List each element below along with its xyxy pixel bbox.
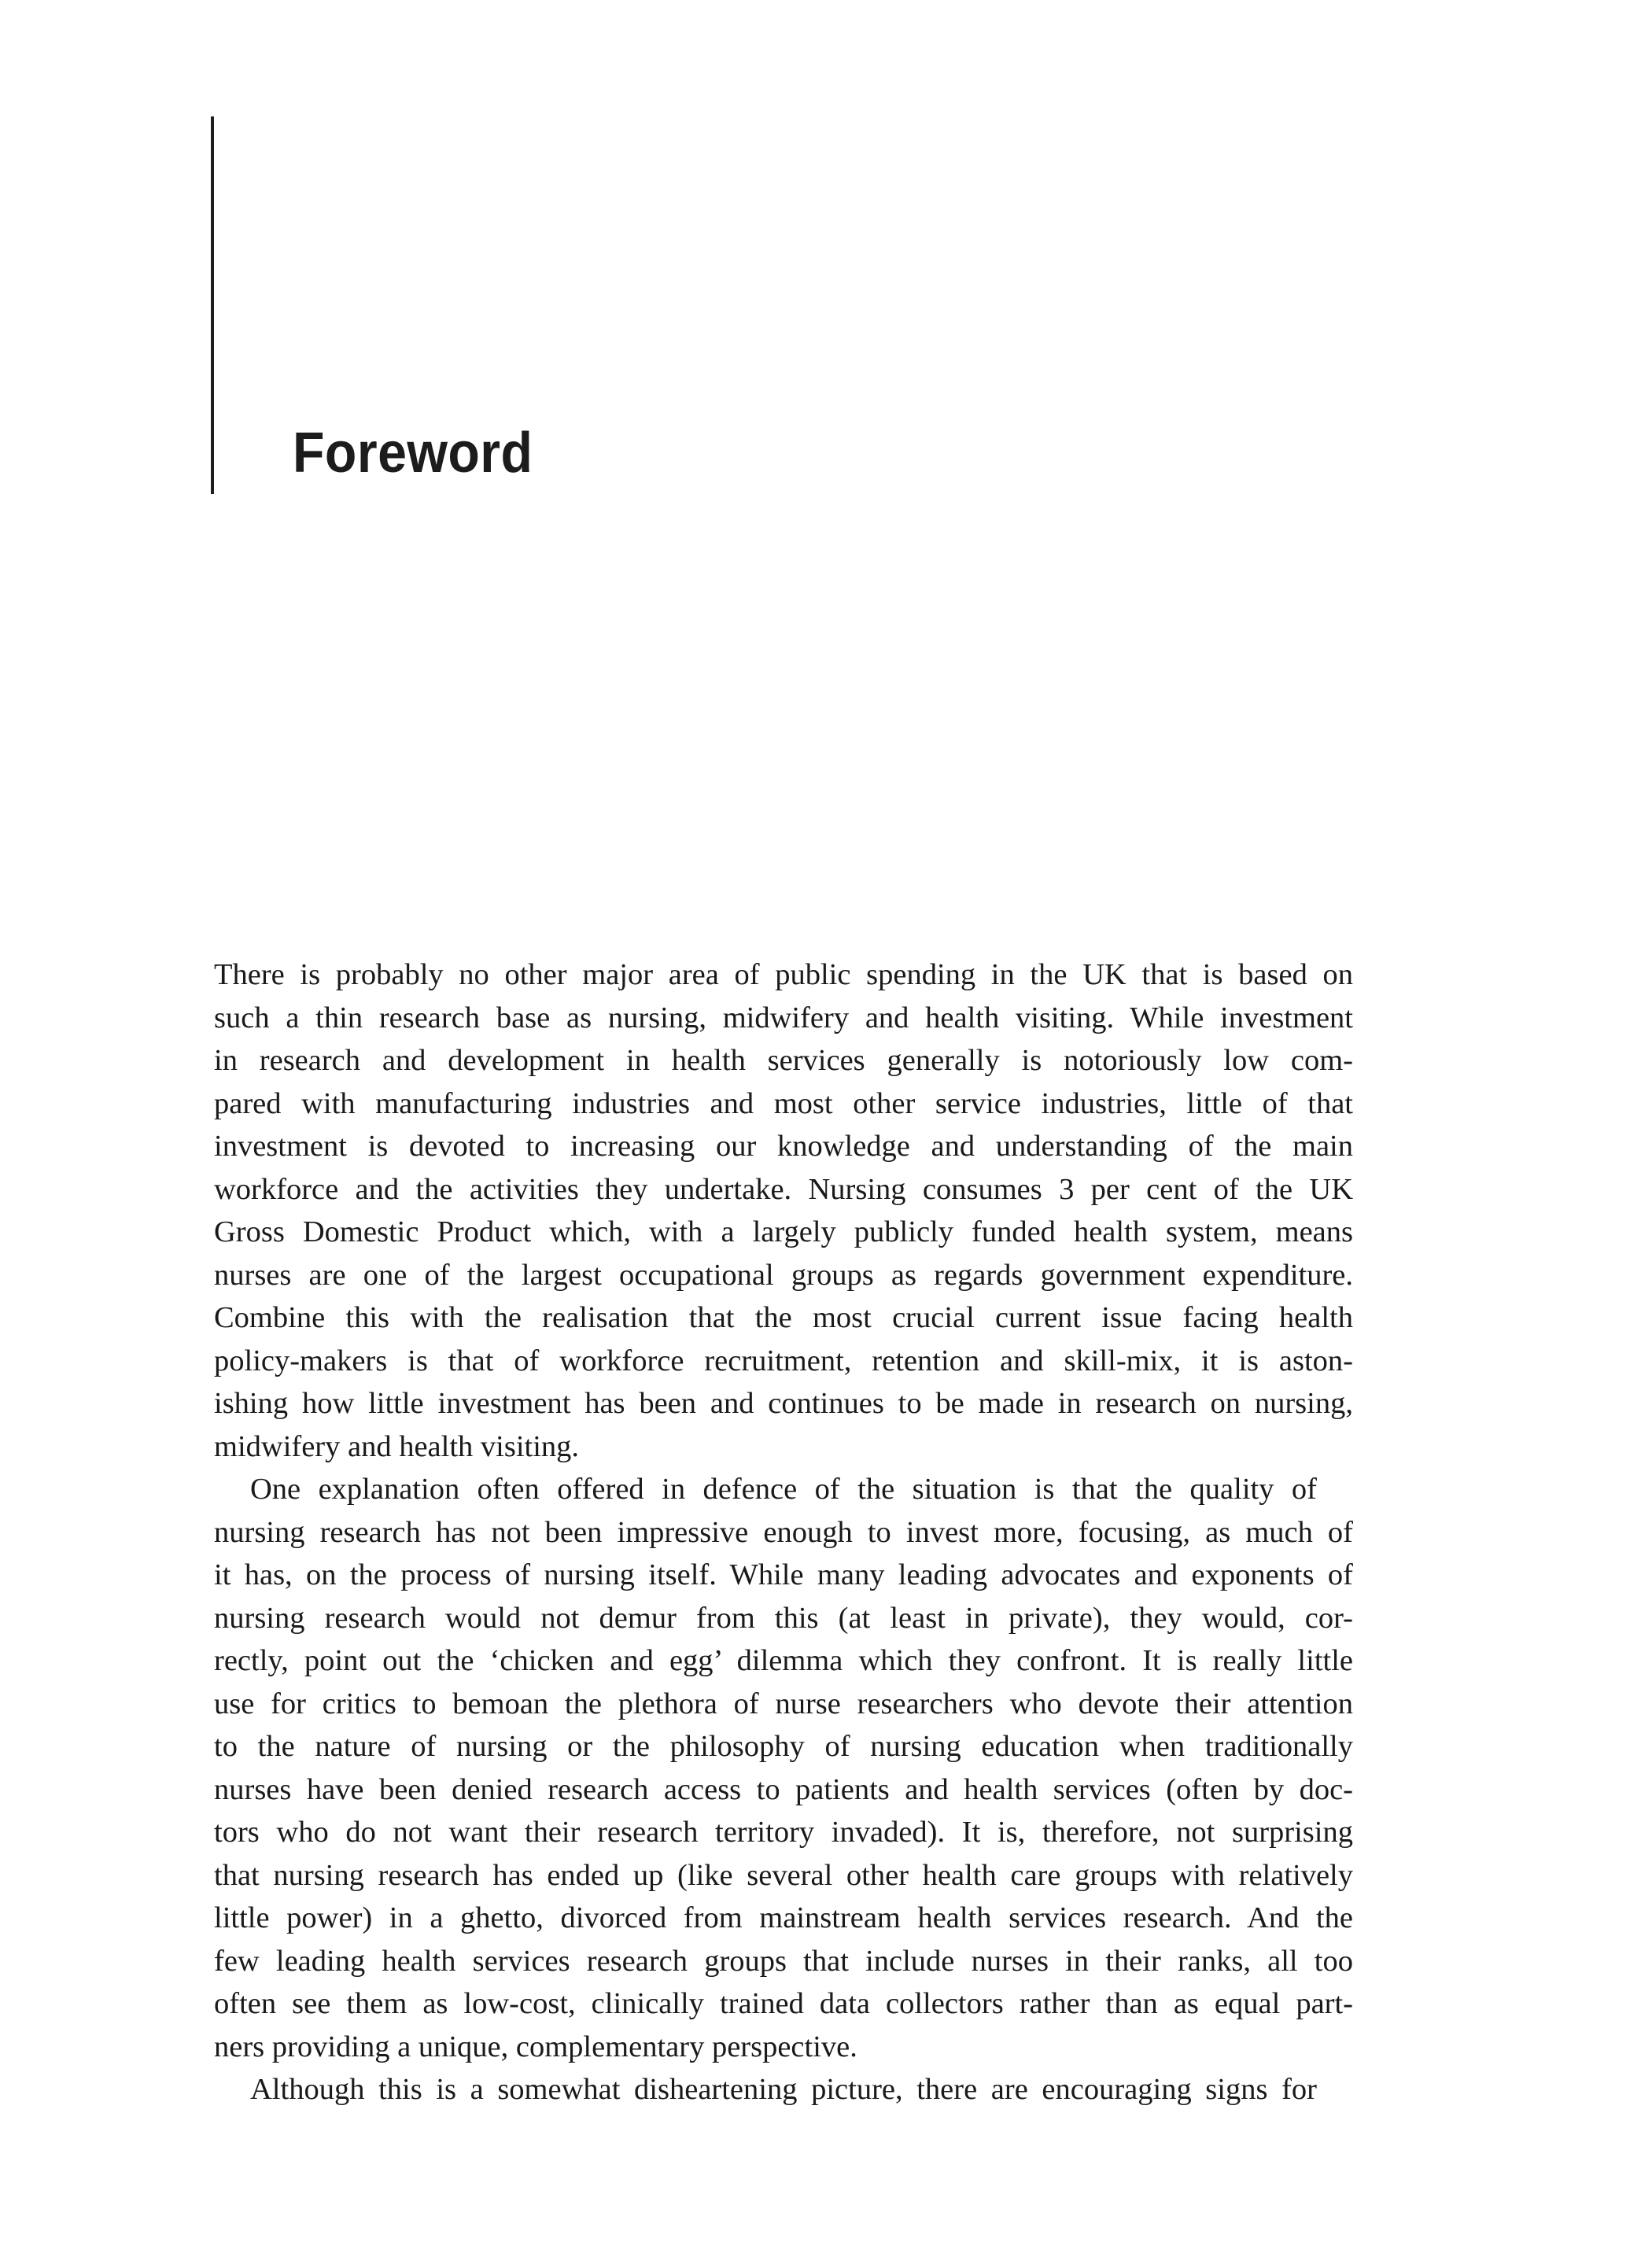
- text-line: in research and development in health services generally is notoriously low com-: [214, 1044, 1353, 1077]
- text-line: pared with manufacturing industries and most other service industries, little of that: [214, 1086, 1353, 1120]
- text-line: nursing research would not demur from this (at least in private), they would, cor-: [214, 1601, 1353, 1635]
- text-line: little power) in a ghetto, divorced from mainstream health services research. And the: [214, 1901, 1353, 1934]
- text-line: ners providing a unique, complementary perspective.: [214, 2030, 857, 2063]
- text-line: to the nature of nursing or the philosophy of nursing education when traditionally: [214, 1730, 1353, 1763]
- chapter-title: Foreword: [293, 422, 533, 485]
- text-line: investment is devoted to increasing our knowledge and understanding of the main: [214, 1130, 1353, 1163]
- body-text: [214, 953, 1353, 2111]
- text-line: policy-makers is that of workforce recruitment, retention and skill-mix, it is aston-: [214, 1344, 1353, 1377]
- text-line: that nursing research has ended up (like several other health care groups with relatively: [214, 1858, 1353, 1892]
- text-line: rectly, point out the ‘chicken and egg’ dilemma which they confront. It is really little: [214, 1644, 1353, 1677]
- text-line: it has, on the process of nursing itself. While many leading advocates and exponents of: [214, 1558, 1353, 1591]
- text-line: use for critics to bemoan the plethora of nurse researchers who devote their attention: [214, 1687, 1353, 1720]
- text-line: Although this is a somewhat disheartening picture, there are encouraging signs for: [250, 2073, 1317, 2106]
- text-line: ishing how little investment has been and continues to be made in research on nursing,: [214, 1387, 1353, 1420]
- text-line: tors who do not want their research territory invaded). It is, therefore, not surprising: [214, 1816, 1353, 1849]
- paragraph-1: [214, 953, 1353, 1468]
- text-line: few leading health services research groups that include nurses in their ranks, all too: [214, 1944, 1353, 1978]
- paragraph-2: [214, 1468, 1353, 2068]
- text-line: Combine this with the realisation that the most crucial current issue facing health: [214, 1301, 1353, 1334]
- chapter-vertical-rule: [211, 116, 214, 494]
- text-line: midwifery and health visiting.: [214, 1429, 580, 1463]
- text-line: One explanation often offered in defence of the situation is that the quality of: [250, 1473, 1317, 1506]
- text-line: workforce and the activities they undertake. Nursing consumes 3 per cent of the UK: [214, 1172, 1353, 1206]
- text-line: such a thin research base as nursing, midwifery and health visiting. While investment: [214, 1001, 1353, 1034]
- text-line: There is probably no other major area of public spending in the UK that is based on: [214, 958, 1353, 991]
- text-line: often see them as low-cost, clinically trained data collectors rather than as equal part-: [214, 1987, 1353, 2020]
- text-line: Gross Domestic Product which, with a largely publicly funded health system, means: [214, 1215, 1353, 1248]
- text-line: nurses have been denied research access to patients and health services (often by doc-: [214, 1772, 1353, 1806]
- text-line: nursing research has not been impressive enough to invest more, focusing, as much of: [214, 1515, 1353, 1549]
- text-line: nurses are one of the largest occupational groups as regards government expenditure.: [214, 1258, 1353, 1292]
- paragraph-3: [214, 2068, 1353, 2111]
